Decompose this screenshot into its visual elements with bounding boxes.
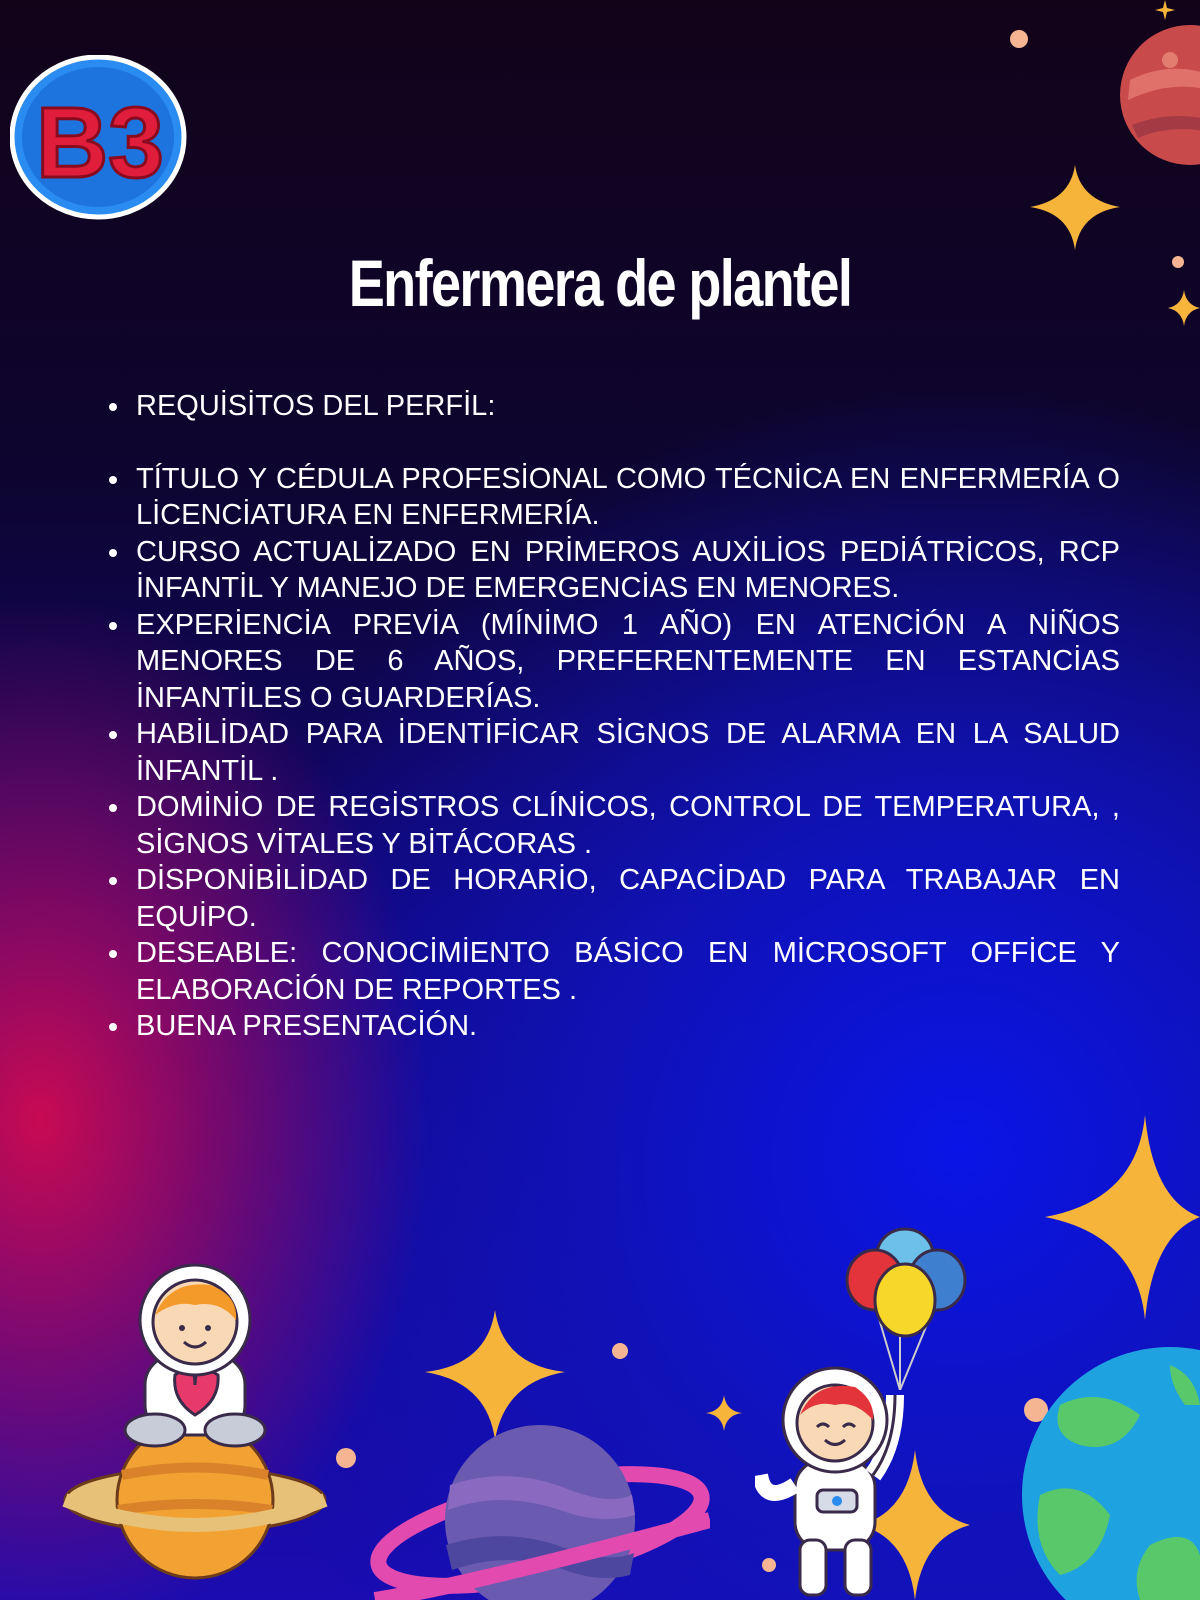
list-item: BUENA PRESENTACİÓN. <box>106 1008 1120 1045</box>
list-item: TÍTULO Y CÉDULA PROFESİONAL COMO TÉCNİCA EN ENFERMERÍA O LİCENCİATURA EN ENFERMERÍA. <box>106 461 1120 534</box>
dot-icon <box>1172 256 1184 268</box>
page-title: Enfermera de plantel <box>348 246 852 320</box>
earth-icon <box>1020 1345 1200 1600</box>
star-icon <box>1030 165 1120 250</box>
astronaut-on-planet-icon <box>60 1260 340 1600</box>
star-icon <box>1155 0 1175 20</box>
list-item: REQUİSİTOS DEL PERFİL: <box>106 388 1120 425</box>
logo-b-letter: B3 <box>36 87 164 199</box>
red-planet-icon <box>1110 20 1200 170</box>
dot-icon <box>612 1343 628 1359</box>
star-icon <box>706 1395 742 1431</box>
astronaut-icon <box>755 1365 920 1600</box>
list-item: CURSO ACTUALİZADO EN PRİMEROS AUXİLİOS PEDİÁTRİCOS, RCP İNFANTİL Y MANEJO DE EMERGENCİAS EN MENORES. <box>106 534 1120 607</box>
list-item: DİSPONİBİLİDAD DE HORARİO, CAPACİDAD PARA TRABAJAR EN EQUİPO. <box>106 862 1120 935</box>
requirements-list <box>106 388 1120 1045</box>
list-item: DESEABLE: CONOCİMİENTO BÁSİCO EN MİCROSOFT OFFİCE Y ELABORACİÓN DE REPORTES . <box>106 935 1120 1008</box>
star-icon <box>1168 290 1200 326</box>
list-item: DOMİNİO DE REGİSTROS CLÍNİCOS, CONTROL DE TEMPERATURA, , SİGNOS VİTALES Y BİTÁCORAS . <box>106 789 1120 862</box>
list-item: EXPERİENCİA PREVİA (MÍNİMO 1 AÑO) EN ATENCİÓN A NİÑOS MENORES DE 6 AÑOS, PREFERENTEMENTE EN ESTANCİAS İNFANTİLES O GUARDERÍAS. <box>106 607 1120 717</box>
list-item: HABİLİDAD PARA İDENTİFİCAR SİGNOS DE ALARMA EN LA SALUD İNFANTİL . <box>106 716 1120 789</box>
b3-logo <box>10 55 188 220</box>
star-icon <box>1045 1115 1200 1320</box>
ringed-planet-icon <box>370 1425 710 1600</box>
star-icon <box>425 1310 565 1440</box>
dot-icon <box>1010 30 1028 48</box>
